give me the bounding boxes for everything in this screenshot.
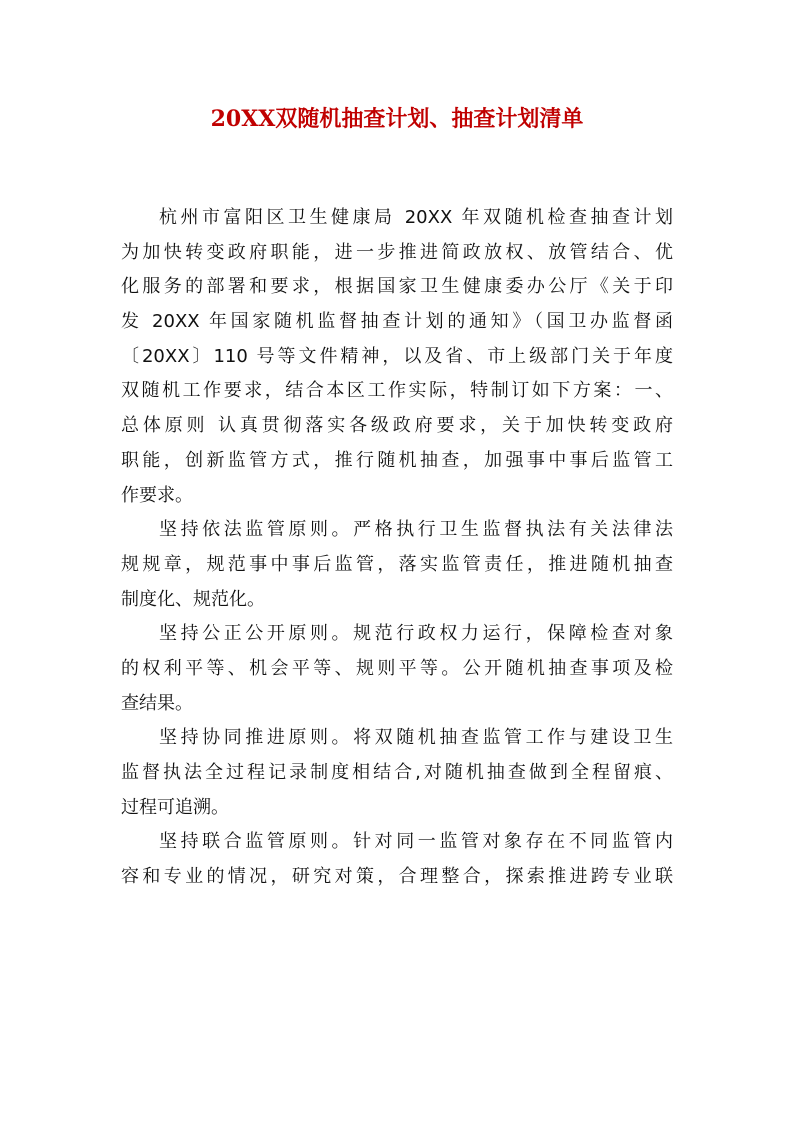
paragraph-fairness-principle	[121, 617, 673, 721]
paragraph-intro	[121, 201, 673, 513]
text-line: 杭州市富阳区卫生健康局 20XX 年双随机检查抽查计划	[159, 207, 673, 228]
paragraph-joint-principle	[121, 825, 673, 894]
text-line: 查结果。	[121, 692, 193, 714]
text-line: 为加快转变政府职能，进一步推进简政放权、放管结合、优	[121, 241, 673, 263]
text-line: 发 20XX 年国家随机监督抽查计划的通知》（国卫办监督函	[121, 311, 673, 333]
text-line: 规规章，规范事中事后监管，落实监管责任，推进随机抽查	[121, 553, 673, 575]
text-line: 坚持联合监管原则。针对同一监管对象存在不同监管内	[159, 831, 673, 853]
text-line: 双随机工作要求，结合本区工作实际，特制订如下方案：一、	[121, 380, 673, 402]
text-line: 化服务的部署和要求，根据国家卫生健康委办公厅《关于印	[121, 276, 673, 298]
text-line: 过程可追溯。	[121, 796, 229, 818]
text-line: 监督执法全过程记录制度相结合,对随机抽查做到全程留痕、	[121, 762, 673, 783]
text-line: 坚持依法监管原则。严格执行卫生监督执法有关法律法	[159, 519, 673, 541]
text-line: 坚持公正公开原则。规范行政权力运行，保障检查对象	[159, 623, 673, 645]
document-body	[121, 201, 673, 895]
text-line: 制度化、规范化。	[121, 588, 265, 610]
text-line: 总体原则 认真贯彻落实各级政府要求，关于加快转变政府	[121, 415, 673, 437]
text-line: 职能，创新监管方式，推行随机抽查，加强事中事后监管工	[121, 449, 673, 471]
text-line: 〔20XX〕110 号等文件精神，以及省、市上级部门关于年度	[121, 345, 673, 367]
text-line: 作要求。	[121, 484, 193, 506]
text-line: 的权利平等、机会平等、规则平等。公开随机抽查事项及检	[121, 657, 673, 679]
text-line: 容和专业的情况，研究对策，合理整合，探索推进跨专业联	[121, 866, 673, 888]
text-line: 坚持协同推进原则。将双随机抽查监管工作与建设卫生	[159, 727, 673, 749]
document-title: 20XX双随机抽查计划、抽查计划清单	[210, 106, 584, 132]
paragraph-coordination-principle	[121, 721, 673, 825]
paragraph-law-principle	[121, 513, 673, 617]
